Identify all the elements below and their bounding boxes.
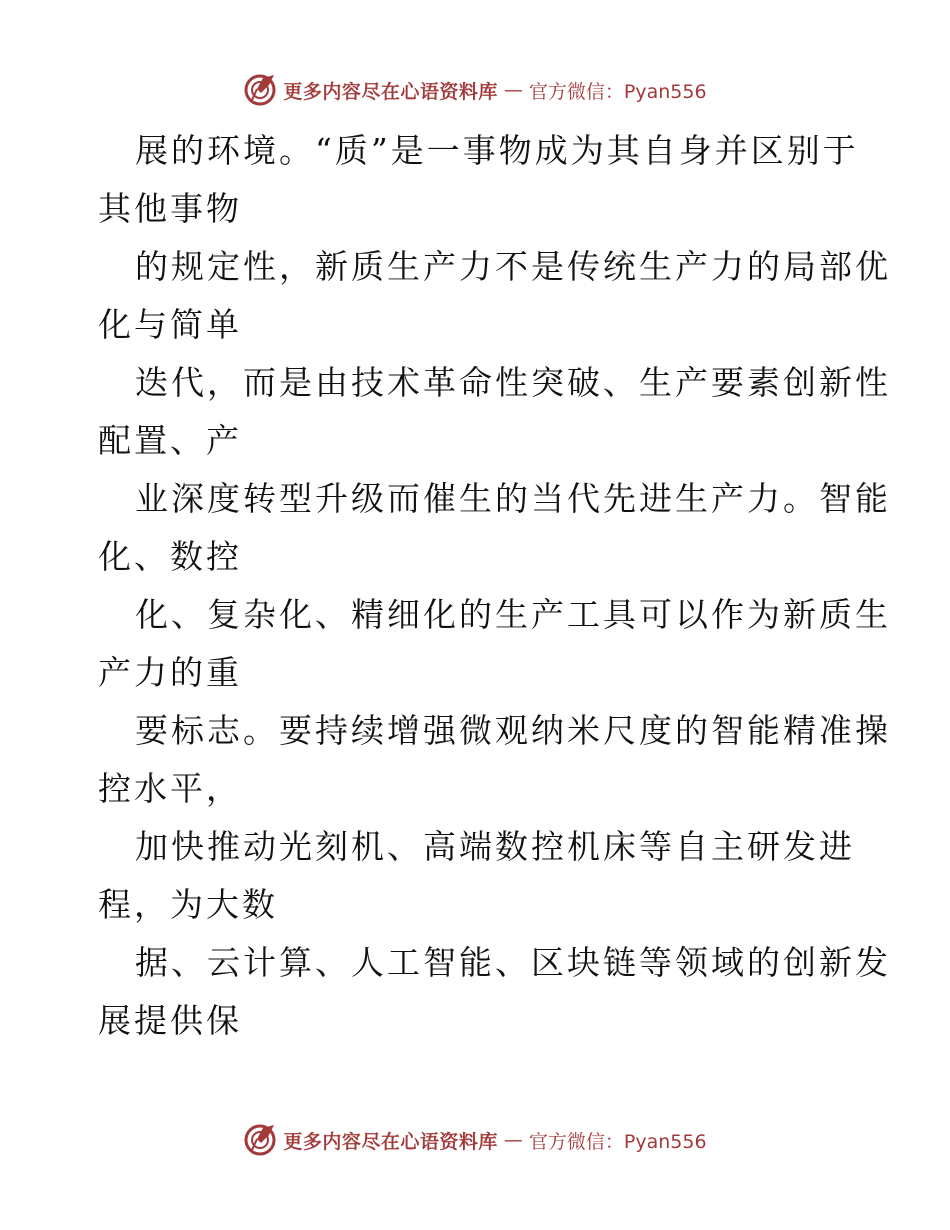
text-line: 据、云计算、人工智能、区块链等领域的创新发: [135, 943, 891, 982]
text-line: 控水平，: [98, 769, 242, 808]
text-line: 配置、产: [98, 421, 242, 460]
text-line: 业深度转型升级而催生的当代先进生产力。智能: [135, 479, 891, 518]
footer-wechat-text: 官方微信：Pyan556: [528, 1130, 707, 1153]
quill-pen-logo-icon: [243, 73, 277, 107]
text-line: 展提供保: [98, 1001, 242, 1040]
text-line: 化、数控: [98, 537, 242, 576]
quill-pen-logo-icon: [243, 1123, 277, 1157]
text-line: 化、复杂化、精细化的生产工具可以作为新质生: [135, 595, 891, 634]
text-line: 产力的重: [98, 653, 242, 692]
text-line: 迭代，而是由技术革命性突破、生产要素创新性: [135, 363, 891, 402]
text-line: 加快推动光刻机、高端数控机床等自主研发进: [135, 827, 855, 866]
footer-watermark: [0, 1120, 950, 1160]
footer-separator: —: [503, 1129, 523, 1151]
header-separator: —: [503, 79, 523, 101]
text-line: 要标志。要持续增强微观纳米尺度的智能精准操: [135, 711, 891, 750]
text-line: 其他事物: [98, 189, 242, 228]
text-line: 的规定性，新质生产力不是传统生产力的局部优: [135, 247, 891, 286]
footer-brand-text: 更多内容尽在心语资料库: [283, 1130, 498, 1153]
header-watermark: [0, 70, 950, 110]
text-line: 化与简单: [98, 305, 242, 344]
header-brand-text: 更多内容尽在心语资料库: [283, 80, 498, 103]
header-wechat-text: 官方微信：Pyan556: [528, 80, 707, 103]
document-body: [98, 122, 891, 1050]
text-line: 展的环境。“质”是一事物成为其自身并区别于: [135, 131, 859, 170]
text-line: 程，为大数: [98, 885, 278, 924]
